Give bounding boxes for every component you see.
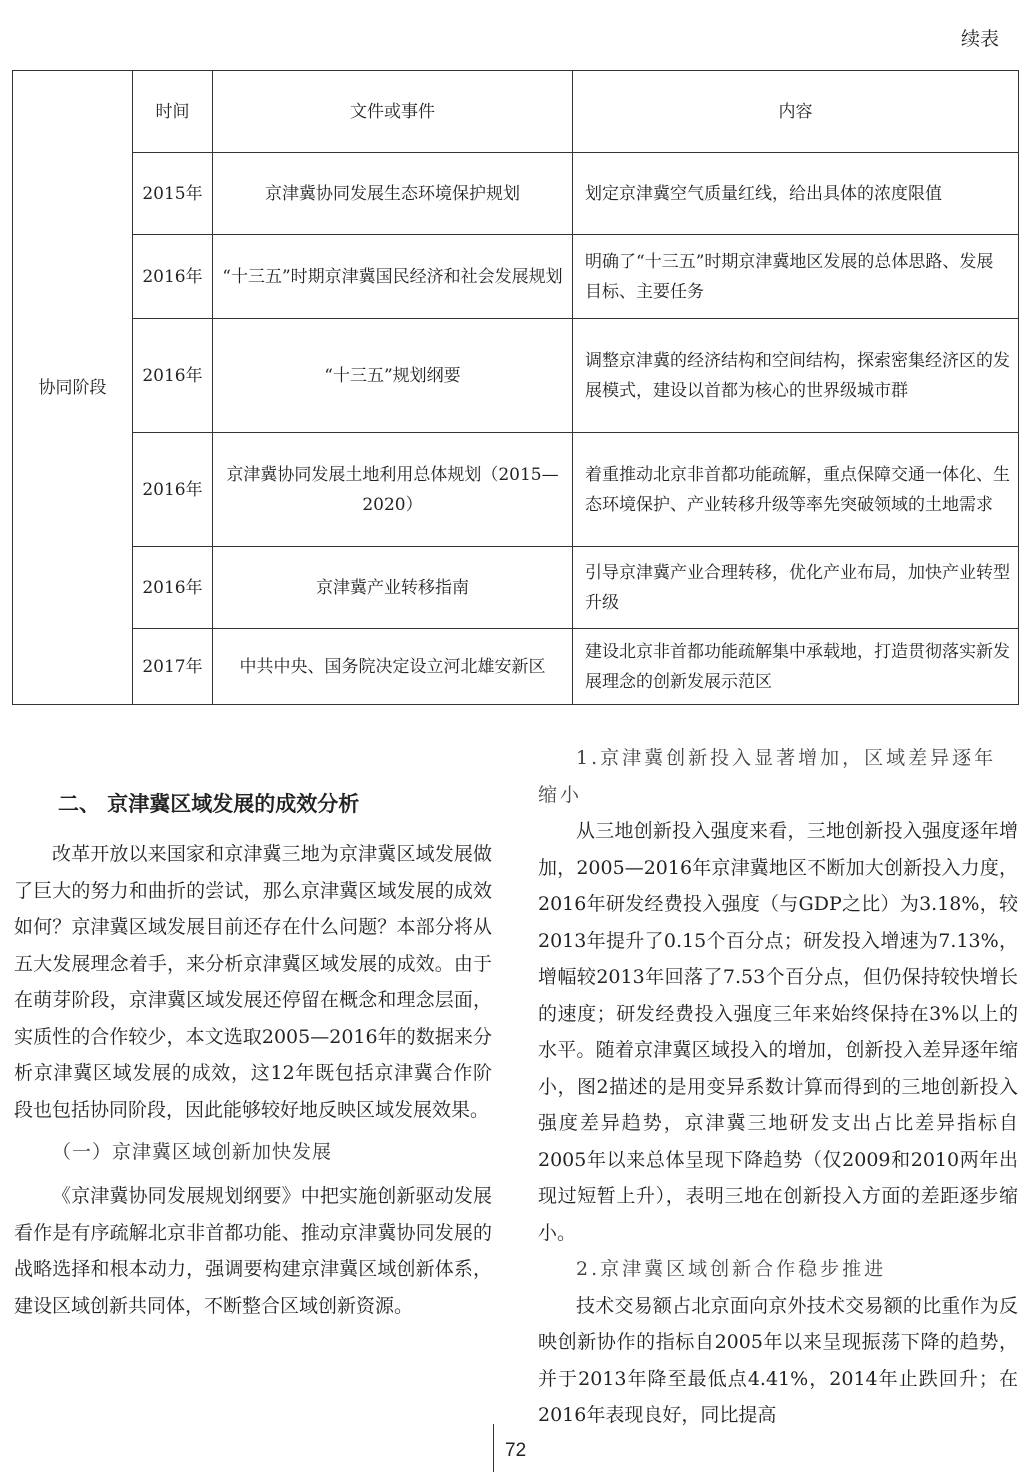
table-row	[13, 547, 1019, 629]
content-cell: 划定京津冀空气质量红线，给出具体的浓度限值	[573, 153, 1019, 235]
continued-table-label: 续表	[960, 28, 999, 50]
table-row	[13, 153, 1019, 235]
table-row	[13, 235, 1019, 319]
table-header-row	[13, 71, 1019, 153]
document-cell: “十三五”规划纲要	[213, 319, 573, 433]
content-cell: 建设北京非首都功能疏解集中承载地，打造贯彻落实新发展理念的创新发展示范区	[573, 629, 1019, 705]
numbered-heading: 1.京津冀创新投入显著增加，区域差异逐年缩小	[538, 747, 997, 806]
section-title: 二、 京津冀区域发展的成效分析	[58, 792, 360, 816]
document-cell: 京津冀协同发展土地利用总体规划（2015—2020）	[213, 433, 573, 547]
document-cell: 京津冀产业转移指南	[213, 547, 573, 629]
header-document: 文件或事件	[213, 71, 573, 153]
year-cell: 2017年	[133, 629, 213, 705]
table-row	[13, 433, 1019, 547]
policy-events-table	[12, 70, 1019, 705]
stage-cell: 协同阶段	[13, 71, 133, 705]
table-row	[13, 629, 1019, 705]
body-paragraph: 《京津冀协同发展规划纲要》中把实施创新驱动发展看作是有序疏解北京非首都功能、推动京津冀协同发展的战略选择和根本动力，强调要构建京津冀区域创新体系，建设区域创新共同体，不断整合区域创新资源。	[14, 1185, 492, 1317]
body-paragraph: 改革开放以来国家和京津冀三地为京津冀区域发展做了巨大的努力和曲折的尝试，那么京津冀区域发展的成效如何？京津冀区域发展目前还存在什么问题？本部分将从五大发展理念着手，来分析京津冀区域发展的成效。由于在萌芽阶段，京津冀区域发展还停留在概念和理念层面，实质性的合作较少，本文选取2005—2016年的数据来分析京津冀区域发展的成效，这12年既包括京津冀合作阶段也包括协同阶段，因此能够较好地反映区域发展效果。	[14, 843, 492, 1121]
subsection-heading: （一）京津冀区域创新加快发展	[52, 1141, 333, 1163]
header-time: 时间	[133, 71, 213, 153]
document-cell: 中共中央、国务院决定设立河北雄安新区	[213, 629, 573, 705]
right-column	[538, 740, 1018, 1434]
table-row	[13, 319, 1019, 433]
year-cell: 2016年	[133, 319, 213, 433]
content-cell: 调整京津冀的经济结构和空间结构，探索密集经济区的发展模式，建设以首都为核心的世界级城市群	[573, 319, 1019, 433]
content-cell: 着重推动北京非首都功能疏解，重点保障交通一体化、生态环境保护、产业转移升级等率先突破领域的土地需求	[573, 433, 1019, 547]
footer-divider	[493, 1424, 494, 1472]
year-cell: 2015年	[133, 153, 213, 235]
body-paragraph: 从三地创新投入强度来看，三地创新投入强度逐年增加，2005—2016年京津冀地区不断加大创新投入力度，2016年研发经费投入强度（与GDP之比）为3.18%，较2013年提升了0.15个百分点；研发投入增速为7.13%，增幅较2013年回落了7.53个百分点，但仍保持较快增长的速度；研发经费投入强度三年来始终保持在3%以上的水平。随着京津冀区域投入的增加，创新投入差异逐年缩小，图2描述的是用变异系数计算而得到的三地创新投入强度差异趋势，京津冀三地研发支出占比差异指标自2005年以来总体呈现下降趋势（仅2009和2010两年出现过短暂上升），表明三地在创新投入方面的差距逐步缩小。	[538, 820, 1018, 1244]
content-cell: 明确了“十三五”时期京津冀地区发展的总体思路、发展目标、主要任务	[573, 235, 1019, 319]
left-column	[14, 740, 492, 1324]
year-cell: 2016年	[133, 433, 213, 547]
body-paragraph: 技术交易额占北京面向京外技术交易额的比重作为反映创新协作的指标自2005年以来呈现振荡下降的趋势，并于2013年降至最低点4.41%，2014年止跌回升；在2016年表现良好，同比提高	[538, 1294, 1018, 1426]
document-cell: “十三五”时期京津冀国民经济和社会发展规划	[213, 235, 573, 319]
page-number: 72	[505, 1440, 527, 1461]
content-cell: 引导京津冀产业合理转移，优化产业布局，加快产业转型升级	[573, 547, 1019, 629]
year-cell: 2016年	[133, 547, 213, 629]
year-cell: 2016年	[133, 235, 213, 319]
header-content: 内容	[573, 71, 1019, 153]
document-cell: 京津冀协同发展生态环境保护规划	[213, 153, 573, 235]
numbered-heading: 2.京津冀区域创新合作稳步推进	[576, 1258, 887, 1280]
